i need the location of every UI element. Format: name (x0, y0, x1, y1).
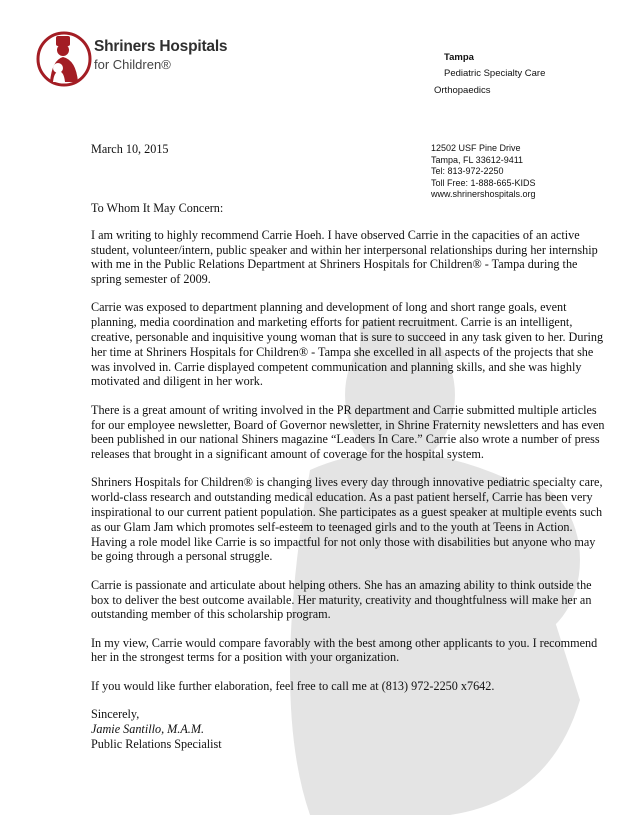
address-website: www.shrinershospitals.org (431, 189, 536, 199)
letter-body (91, 201, 606, 751)
paragraph-1: I am writing to highly recommend Carrie Hoeh. I have observed Carrie in the capacities of an active student, volunteer/intern, public speaker and within her interpersonal relationships during her internship with me in the Public Relations Department at Shriners Hospitals for Children® - Tampa during the spring semester of 2009. (91, 227, 598, 287)
signer-name: Jamie Santillo, M.A.M. (91, 721, 205, 736)
org-subtitle: for Children® (94, 57, 171, 72)
address-tollfree: Toll Free: 1-888-665-KIDS (431, 177, 536, 188)
closing: Sincerely, (91, 707, 140, 722)
shriners-logo-emblem (36, 30, 92, 88)
signer-title: Public Relations Specialist (91, 736, 222, 751)
address-street: 12502 USF Pine Drive (431, 143, 521, 153)
address-tel: Tel: 813-972-2250 (431, 166, 504, 176)
address-city: Tampa, FL 33612-9411 (431, 154, 524, 165)
facility-department: Orthopaedics (434, 85, 491, 96)
logo-wordmark (94, 38, 227, 72)
paragraph-2: Carrie was exposed to department planning and development of long and short range goals, event planning, media coordination and marketing efforts for patient recruitment. Carrie is an intelligent, creative, personable and inquisitive young woman that is sure to succeed in any task given to her. During her time at Shriners Hospitals for Children® - Tampa she excelled in all aspects of the projects that she was involved in. Carrie displayed competent communication and planning skills, and she was highly motivated and diligent in her work. (91, 300, 604, 389)
org-name: Shriners Hospitals (94, 38, 228, 55)
paragraph-5: Carrie is passionate and articulate about helping others. She has an amazing ability to think outside the box to deliver the best outcome available. Her maturity, creativity and thoughtfulness will make her an outstanding member of this scholarship program. (91, 577, 592, 622)
paragraph-7: If you would like further elaboration, feel free to call me at (813) 972-2250 x7642. (91, 678, 495, 693)
salutation: To Whom It May Concern: (91, 201, 224, 215)
facility-type: Pediatric Specialty Care (444, 68, 546, 79)
paragraph-3: There is a great amount of writing involved in the PR department and Carrie submitted multiple articles for our employee newsletter, Board of Governor newsletter, in Shrine Fraternity newsletters and has even been published in our national Shiners magazine “Leaders In Care.” Carrie also wrote a number of press releases that brought in a significant amount of coverage for the hospital system. (91, 402, 605, 462)
letter-date: March 10, 2015 (91, 142, 169, 156)
address-block (431, 143, 536, 201)
facility-name: Tampa (444, 52, 474, 63)
paragraph-4: Shriners Hospitals for Children® is changing lives every day through innovative pediatric specialty care, world-class research and outstanding medical education. As a past patient herself, Carrie has been very inspirational to our current patient population. She participates as a guest speaker at multiple events such as our Glam Jam which promotes self-esteem to teenaged girls and to the youth at Teens in Action. Having a role model like Carrie is so impactful for not only those with disabilities but anyone who may be going through a personal struggle. (91, 475, 603, 564)
paragraph-6: In my view, Carrie would compare favorably with the best among other applicants to you. I recommend her in the strongest terms for a position with your organization. (91, 635, 598, 665)
